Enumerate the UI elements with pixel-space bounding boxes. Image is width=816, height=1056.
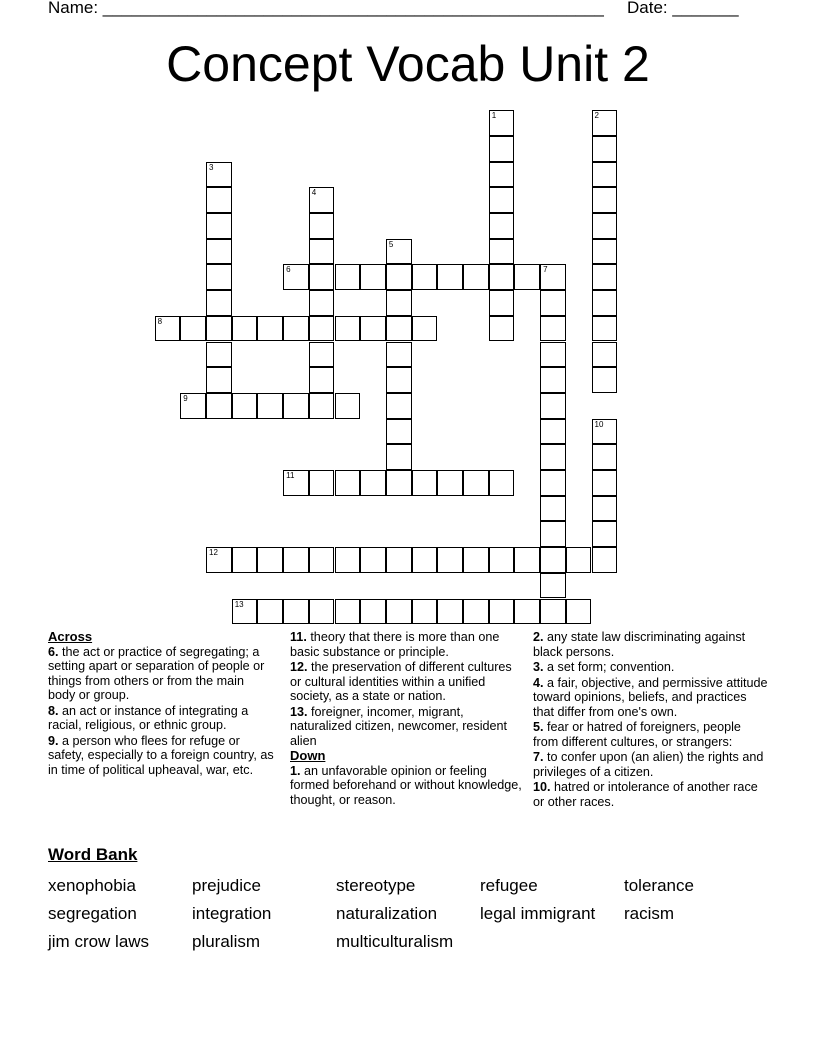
clue-down-5: 5. fear or hatred of foreigners, people from different cultures, or strangers: — [533, 720, 741, 749]
crossword-cell[interactable] — [309, 213, 335, 239]
crossword-cell[interactable] — [540, 573, 566, 599]
crossword-cell[interactable] — [309, 342, 335, 368]
word-bank-word: jim crow laws — [48, 932, 150, 951]
crossword-cell[interactable] — [206, 239, 232, 265]
clue-column-1 — [48, 630, 274, 778]
crossword-cell[interactable] — [257, 316, 283, 342]
crossword-cell[interactable] — [155, 316, 181, 342]
crossword-cell[interactable] — [309, 547, 335, 573]
crossword-cell[interactable] — [592, 316, 618, 342]
crossword-cell[interactable] — [540, 521, 566, 547]
clue-number: 8 — [157, 316, 163, 326]
clue-down-3: 3. a set form; convention. — [533, 660, 675, 674]
crossword-cell[interactable] — [206, 162, 232, 188]
crossword-cell[interactable] — [412, 264, 438, 290]
crossword-cell[interactable] — [540, 419, 566, 445]
crossword-cell[interactable] — [180, 316, 206, 342]
crossword-cell[interactable] — [489, 110, 515, 136]
crossword-cell[interactable] — [386, 342, 412, 368]
crossword-cell[interactable] — [566, 547, 592, 573]
crossword-cell[interactable] — [540, 316, 566, 342]
crossword-cell[interactable] — [386, 599, 412, 625]
crossword-cell[interactable] — [283, 547, 309, 573]
clue-number: 11 — [286, 471, 295, 480]
crossword-cell[interactable] — [489, 187, 515, 213]
crossword-cell[interactable] — [540, 393, 566, 419]
crossword-cell[interactable] — [489, 470, 515, 496]
crossword-cell[interactable] — [592, 521, 618, 547]
word-bank-word: naturalization — [336, 904, 438, 923]
crossword-cell[interactable] — [412, 470, 438, 496]
clue-number: 1 — [491, 111, 497, 121]
crossword-cell[interactable] — [386, 470, 412, 496]
clue-across-13: 13. foreigner, incomer, migrant, naturalized citizen, newcomer, resident alien — [290, 704, 508, 748]
crossword-cell[interactable] — [309, 470, 335, 496]
crossword-cell[interactable] — [540, 264, 566, 290]
word-bank-title: Word Bank — [48, 845, 138, 864]
crossword-cell[interactable] — [489, 290, 515, 316]
crossword-cell[interactable] — [206, 393, 232, 419]
word-bank-word: multiculturalism — [336, 932, 454, 951]
crossword-cell[interactable] — [386, 444, 412, 470]
crossword-cell[interactable] — [437, 547, 463, 573]
crossword-cell[interactable] — [283, 264, 309, 290]
crossword-cell[interactable] — [592, 342, 618, 368]
crossword-cell[interactable] — [309, 187, 335, 213]
crossword-cell[interactable] — [386, 264, 412, 290]
down-heading: Down — [290, 748, 326, 763]
crossword-cell[interactable] — [206, 316, 232, 342]
crossword-cell[interactable] — [335, 599, 361, 625]
crossword-cell[interactable] — [335, 264, 361, 290]
crossword-cell[interactable] — [463, 470, 489, 496]
crossword-cell[interactable] — [592, 470, 618, 496]
clue-across-6: 6. the act or practice of segregating; a setting apart or separation of people or things from others or from the main body or group. — [48, 644, 265, 702]
crossword-cell[interactable] — [514, 264, 540, 290]
clue-down-10: 10. hatred or intolerance of another race or other races. — [533, 780, 758, 809]
crossword-cell[interactable] — [232, 316, 258, 342]
crossword-cell[interactable] — [437, 599, 463, 625]
crossword-cell[interactable] — [412, 547, 438, 573]
clue-down-4: 4. a fair, objective, and permissive attitude toward opinions, beliefs, and practices that differ from one's own. — [533, 675, 768, 719]
clue-across-11: 11. theory that there is more than one basic substance or principle. — [290, 630, 500, 659]
crossword-cell[interactable] — [463, 264, 489, 290]
crossword-cell[interactable] — [386, 367, 412, 393]
crossword-cell[interactable] — [592, 290, 618, 316]
crossword-cell[interactable] — [360, 264, 386, 290]
crossword-cell[interactable] — [360, 599, 386, 625]
crossword-cell[interactable] — [540, 444, 566, 470]
clue-column-2 — [290, 630, 526, 808]
crossword-cell[interactable] — [489, 316, 515, 342]
clue-number: 6 — [286, 265, 291, 275]
word-bank-word: segregation — [48, 904, 137, 923]
crossword-cell[interactable] — [206, 290, 232, 316]
crossword-cell[interactable] — [309, 239, 335, 265]
crossword-cell[interactable] — [386, 316, 412, 342]
crossword-cell[interactable] — [463, 599, 489, 625]
crossword-cell[interactable] — [412, 316, 438, 342]
crossword-cell[interactable] — [309, 367, 335, 393]
crossword-cell[interactable] — [360, 316, 386, 342]
crossword-cell[interactable] — [309, 290, 335, 316]
word-bank-word: prejudice — [192, 876, 261, 895]
crossword-cell[interactable] — [386, 419, 412, 445]
crossword-cell[interactable] — [360, 470, 386, 496]
crossword-cell[interactable] — [592, 110, 618, 136]
crossword-cell[interactable] — [335, 547, 361, 573]
crossword-cell[interactable] — [489, 136, 515, 162]
clue-number: 9 — [183, 393, 188, 403]
crossword-cell[interactable] — [463, 547, 489, 573]
clue-across-8: 8. an act or instance of integrating a racial, religious, or ethnic group. — [48, 703, 249, 732]
clue-number: 7 — [543, 265, 548, 275]
crossword-cell[interactable] — [335, 470, 361, 496]
crossword-cell[interactable] — [309, 393, 335, 419]
crossword-cell[interactable] — [514, 599, 540, 625]
clue-number: 3 — [209, 162, 214, 172]
crossword-cell[interactable] — [232, 599, 258, 625]
crossword-cell[interactable] — [592, 547, 618, 573]
crossword-cell[interactable] — [283, 393, 309, 419]
crossword-cell[interactable] — [257, 599, 283, 625]
word-bank-word: pluralism — [192, 932, 261, 951]
crossword-cell[interactable] — [309, 599, 335, 625]
clue-number: 10 — [594, 419, 604, 429]
word-bank-word: refugee — [480, 876, 538, 895]
crossword-cell[interactable] — [437, 264, 463, 290]
crossword-cell[interactable] — [386, 547, 412, 573]
crossword-cell[interactable] — [592, 213, 618, 239]
crossword-cell[interactable] — [232, 547, 258, 573]
crossword-cell[interactable] — [257, 393, 283, 419]
crossword-cell[interactable] — [540, 342, 566, 368]
crossword-cell[interactable] — [489, 162, 515, 188]
crossword-cell[interactable] — [412, 599, 438, 625]
crossword-cell[interactable] — [592, 264, 618, 290]
word-bank-word: tolerance — [624, 876, 694, 895]
clue-across-9: 9. a person who flees for refuge or safety, especially to a foreign country, as in time of political upheaval, war, etc. — [48, 733, 274, 777]
crossword-cell[interactable] — [592, 367, 618, 393]
crossword-cell[interactable] — [283, 470, 309, 496]
crossword-cell[interactable] — [386, 393, 412, 419]
word-bank-word: integration — [192, 904, 272, 923]
crossword-cell[interactable] — [386, 290, 412, 316]
crossword-cell[interactable] — [540, 599, 566, 625]
crossword-cell[interactable] — [335, 316, 361, 342]
crossword-cell[interactable] — [206, 187, 232, 213]
crossword-cell[interactable] — [180, 393, 206, 419]
crossword-cell[interactable] — [283, 316, 309, 342]
crossword-cell[interactable] — [437, 470, 463, 496]
crossword-cell[interactable] — [592, 187, 618, 213]
clue-across-12: 12. the preservation of different cultures or cultural identities within a unified society, as a state or nation. — [290, 660, 512, 703]
crossword-cell[interactable] — [540, 547, 566, 573]
crossword-cell[interactable] — [206, 264, 232, 290]
word-bank-word: xenophobia — [48, 876, 136, 895]
crossword-cell[interactable] — [257, 547, 283, 573]
crossword-cell[interactable] — [489, 239, 515, 265]
crossword-cell[interactable] — [206, 367, 232, 393]
clue-down-1: 1. an unfavorable opinion or feeling formed beforehand or without knowledge, thought, or reason. — [290, 763, 522, 807]
crossword-cell[interactable] — [566, 599, 592, 625]
crossword-cell[interactable] — [206, 342, 232, 368]
page-title: Concept Vocab Unit 2 — [166, 36, 650, 92]
crossword-cell[interactable] — [489, 264, 515, 290]
crossword-cell[interactable] — [592, 162, 618, 188]
word-bank-word: legal immigrant — [480, 904, 596, 923]
crossword-cell[interactable] — [206, 547, 232, 573]
crossword-cell[interactable] — [283, 599, 309, 625]
crossword-cell[interactable] — [335, 393, 361, 419]
name-field: Name: _____________________________________________________ — [48, 0, 604, 17]
word-bank-word: stereotype — [336, 876, 416, 895]
crossword-cell[interactable] — [386, 239, 412, 265]
clue-column-3 — [533, 630, 769, 810]
clue-number: 2 — [594, 111, 599, 121]
crossword-cell[interactable] — [514, 547, 540, 573]
crossword-cell[interactable] — [540, 367, 566, 393]
clue-number: 4 — [311, 188, 317, 198]
crossword-cell[interactable] — [489, 213, 515, 239]
across-heading: Across — [48, 629, 93, 644]
crossword-cell[interactable] — [232, 393, 258, 419]
crossword-cell[interactable] — [540, 290, 566, 316]
clue-down-2: 2. any state law discriminating against black persons. — [533, 630, 746, 659]
crossword-cell[interactable] — [592, 239, 618, 265]
word-bank-word: racism — [624, 904, 675, 923]
crossword-cell[interactable] — [489, 547, 515, 573]
crossword-cell[interactable] — [309, 264, 335, 290]
crossword-cell[interactable] — [540, 470, 566, 496]
crossword-cell[interactable] — [592, 419, 618, 445]
crossword-cell[interactable] — [540, 496, 566, 522]
crossword-cell[interactable] — [206, 213, 232, 239]
crossword-cell[interactable] — [489, 599, 515, 625]
crossword-cell[interactable] — [592, 136, 618, 162]
crossword-cell[interactable] — [360, 547, 386, 573]
clue-number: 5 — [388, 239, 394, 249]
crossword-cell[interactable] — [592, 496, 618, 522]
clue-down-7: 7. to confer upon (an alien) the rights and privileges of a citizen. — [533, 750, 764, 779]
crossword-cell[interactable] — [309, 316, 335, 342]
clue-number: 12 — [209, 548, 218, 558]
date-field: Date: _______ — [627, 0, 739, 17]
clue-number: 13 — [234, 599, 244, 609]
crossword-cell[interactable] — [592, 444, 618, 470]
